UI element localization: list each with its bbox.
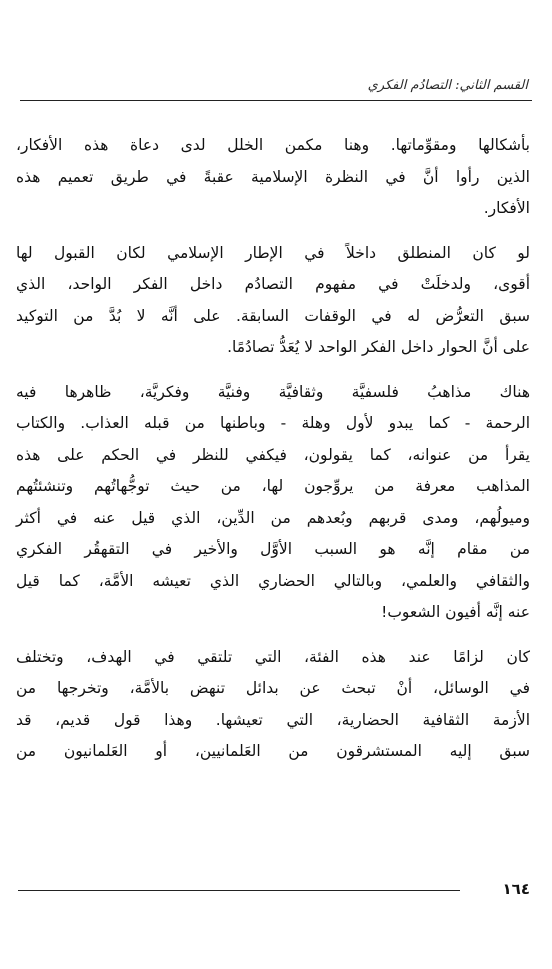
text-line: على أنَّ الحوار داخل الفكر الواحد لا يُعَدُّ تصادُمًا.: [227, 338, 530, 356]
paragraph: [16, 130, 530, 225]
page-number: ١٦٤: [502, 880, 530, 898]
text-line: يقرأ من عنوانه، كما يقولون، فيكفي للنظر في الحكم على هذه: [16, 445, 530, 464]
text-line: عنه إنَّه أفيون الشعوب!: [381, 603, 530, 621]
text-line: الذين رأوا أنَّ في النظرة الإسلامية عقبةً في طريق تعميم هذه: [16, 167, 530, 186]
text-line: في الوسائل، أنْ تبحث عن بدائل تنهض بالأمَّة، وتخرجها من: [16, 679, 530, 697]
text-line: هناك مذاهبُ فلسفيَّة وثقافيَّة وفنيَّة وفكريَّة، ظاهرها فيه: [16, 382, 530, 401]
running-header: القسم الثاني: التصادُم الفكري: [367, 78, 528, 93]
paragraph: [16, 642, 530, 768]
header-rule: [20, 100, 532, 101]
body-text: [16, 130, 530, 781]
text-line: وميولُهم، ومدى قربهم وبُعدهم من الدِّين، الذي قيل عنه في أكثر: [16, 508, 530, 527]
text-line: الرحمة - كما يبدو لأول وهلة - وباطنها من قبله العذاب. والكتاب: [16, 414, 530, 432]
text-line: بأشكالها ومقوِّماتها. وهنا مكمن الخلل لدى دعاة هذه الأفكار،: [16, 136, 530, 154]
paragraph: [16, 238, 530, 364]
text-line: المذاهب معرفة من يروِّجون لها، من حيث توجُّهاتُهم وتنشئتُهم: [16, 477, 530, 495]
text-line: والثقافي والعلمي، وبالتالي الحضاري الذي تعيشه الأمَّة، كما قيل: [16, 571, 530, 590]
text-line: من مقام إنَّه هو السبب الأوَّل والأخير في التقهقُر الفكري: [16, 540, 530, 558]
footer-rule: [18, 890, 460, 891]
text-line: الأزمة الثقافية الحضارية، التي تعيشها. وهذا قول قديم، قد: [16, 710, 530, 729]
page-footer: [18, 880, 530, 900]
text-line: الأفكار.: [483, 199, 530, 217]
paragraph: [16, 377, 530, 629]
text-line: أقوى، ولدخلَتْ في مفهوم التصادُم داخل الفكر الواحد، الذي: [16, 275, 530, 293]
text-line: لو كان المنطلق داخلاً في الإطار الإسلامي لكان القبول لها: [16, 243, 530, 262]
text-line: سبق التعرُّض له في الوقفات السابقة. على أنَّه لا بُدَّ من التوكيد: [16, 306, 530, 325]
text-line: كان لزامًا عند هذه الفئة، التي تلتقي في الهدف، وتختلف: [16, 647, 530, 666]
text-line: سبق إليه المستشرقون من العَلمانيين، أو العَلمانيون من: [16, 742, 530, 760]
